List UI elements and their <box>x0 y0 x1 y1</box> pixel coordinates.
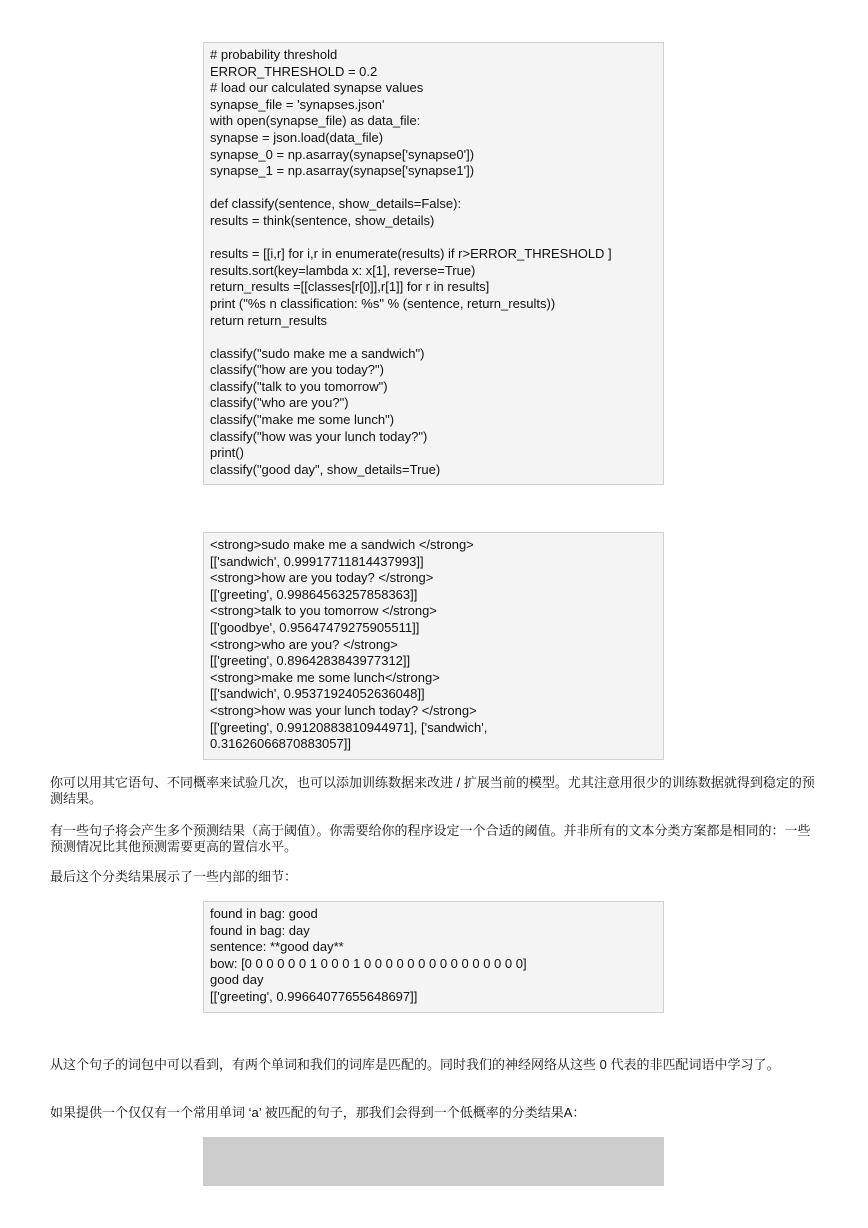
paragraph-multiple-predictions: 有一些句子将会产生多个预测结果（高于阈值）。你需要给你的程序设定一个合适的阈值。并非所有的文本分类方案都是相同的：一些预测情况比其他预测需要更高的置信水平。 <box>50 823 811 854</box>
code-line: # probability threshold <box>210 47 338 62</box>
image-placeholder <box>203 1137 664 1186</box>
code-line: 0.31626066870883057]] <box>210 736 351 752</box>
code-line: classify("sudo make me a sandwich") <box>210 345 425 361</box>
code-block-output <box>203 532 664 760</box>
code-line: [['goodbye', 0.95647479275905511]] <box>210 619 420 635</box>
code-line: with open(synapse_file) as data_file: <box>210 113 421 129</box>
paragraph-details-intro: 最后这个分类结果展示了一些内部的细节： <box>50 869 298 884</box>
code-line: # load our calculated synapse values <box>210 80 424 96</box>
code-line: results.sort(key=lambda x: x[1], reverse=True) <box>210 262 476 278</box>
code-line: results = [[i,r] for i,r in enumerate(results) if r>ERROR_THRESHOLD ] <box>210 246 612 262</box>
code-line: classify("how are you today?") <box>210 362 384 378</box>
code-line <box>210 230 657 247</box>
code-line: results = think(sentence, show_details) <box>210 212 435 228</box>
paragraph-experiment: 你可以用其它语句、不同概率来试验几次，也可以添加训练数据来改进 / 扩展当前的模型。尤其注意用很少的训练数据就得到稳定的预测结果。 <box>50 775 815 806</box>
code-line: [['greeting', 0.99864563257858363]] <box>210 586 418 602</box>
code-line: print ("%s n classification: %s" % (sentence, return_results)) <box>210 295 556 311</box>
code-line: def classify(sentence, show_details=False): <box>210 196 462 212</box>
code-line: sentence: **good day** <box>210 939 344 955</box>
code-line: found in bag: day <box>210 922 310 938</box>
code-line: <strong>sudo make me a sandwich </strong> <box>210 537 474 552</box>
code-block-classify <box>203 42 664 485</box>
code-line: classify("how was your lunch today?") <box>210 428 428 444</box>
code-line: return return_results <box>210 312 328 328</box>
code-line: <strong>how are you today? </strong> <box>210 570 434 586</box>
paragraph-low-probability: 如果提供一个仅仅有一个常用单词 ‘a’ 被匹配的句子，那我们会得到一个低概率的分类结果A： <box>50 1105 586 1120</box>
code-block-details <box>203 901 664 1013</box>
code-line: [['sandwich', 0.99917711814437993]] <box>210 553 424 569</box>
code-line: [['sandwich', 0.95371924052636048]] <box>210 686 425 702</box>
code-line: classify("who are you?") <box>210 395 349 411</box>
code-line: [['greeting', 0.99664077655648697]] <box>210 988 418 1004</box>
code-line: synapse_file = 'synapses.json' <box>210 96 385 112</box>
code-line: [['greeting', 0.99120883810944971], ['sandwich', <box>210 719 488 735</box>
paragraph-bag-of-words: 从这个句子的词包中可以看到，有两个单词和我们的词库是匹配的。同时我们的神经网络从这些 0 代表的非匹配词语中学习了。 <box>50 1057 780 1072</box>
code-line: print() <box>210 445 244 461</box>
code-line: <strong>talk to you tomorrow </strong> <box>210 603 437 619</box>
code-line: <strong>who are you? </strong> <box>210 636 398 652</box>
code-line: found in bag: good <box>210 906 318 921</box>
code-line: good day <box>210 972 264 988</box>
code-line: synapse = json.load(data_file) <box>210 129 384 145</box>
code-line: classify("talk to you tomorrow") <box>210 378 388 394</box>
code-line: ERROR_THRESHOLD = 0.2 <box>210 63 378 79</box>
code-line: <strong>how was your lunch today? </strong> <box>210 702 477 718</box>
code-line: synapse_0 = np.asarray(synapse['synapse0']) <box>210 146 475 162</box>
code-line: return_results =[[classes[r[0]],r[1]] for r in results] <box>210 279 490 295</box>
code-line: [['greeting', 0.8964283843977312]] <box>210 653 411 669</box>
code-line: classify("good day", show_details=True) <box>210 461 441 477</box>
code-line: bow: [0 0 0 0 0 0 1 0 0 0 1 0 0 0 0 0 0 0 0 0 0 0 0 0 0 0] <box>210 955 527 971</box>
code-line: synapse_1 = np.asarray(synapse['synapse1']) <box>210 163 475 179</box>
code-line: <strong>make me some lunch</strong> <box>210 669 440 685</box>
code-line <box>210 329 657 346</box>
code-line: classify("make me some lunch") <box>210 412 395 428</box>
code-line <box>210 180 657 197</box>
